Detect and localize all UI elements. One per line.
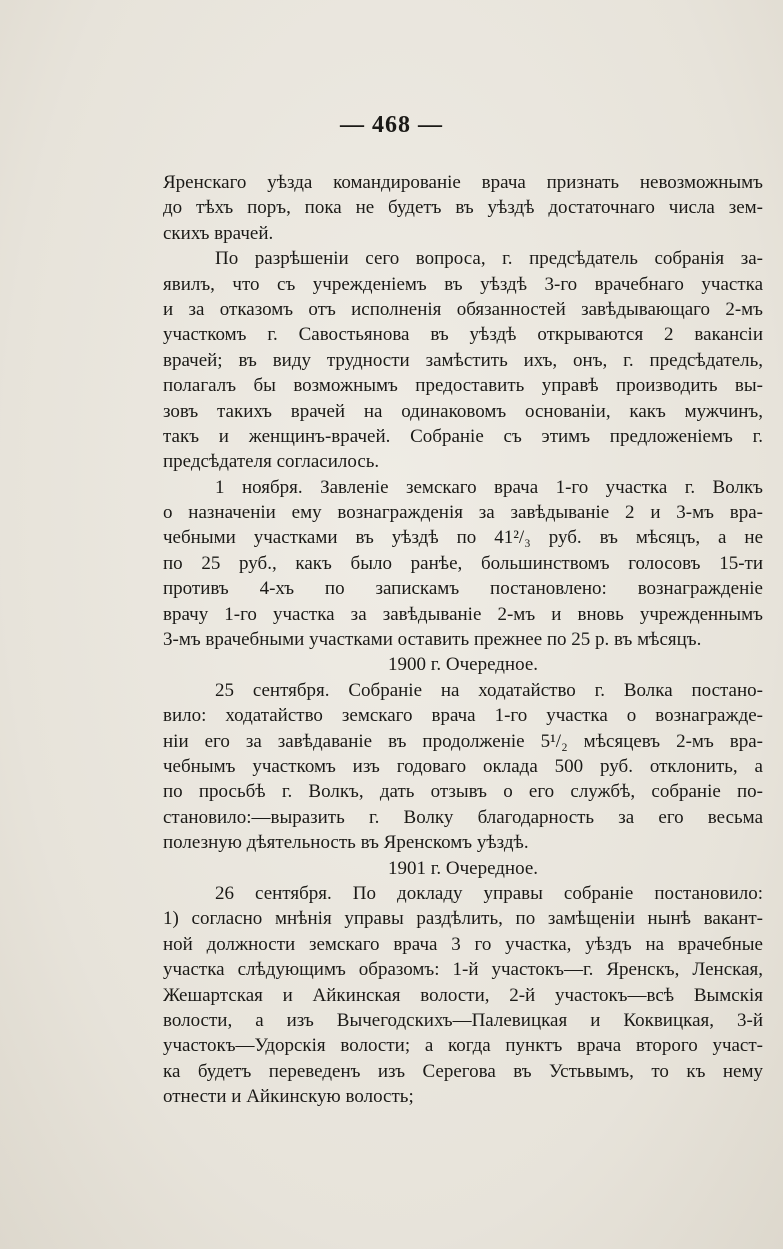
text-line: врачу 1-го участка за завѣдываніе 2-мъ и вновь учрежденнымъ — [163, 603, 763, 625]
text-line: полезную дѣятельность въ Яренскомъ уѣздѣ. — [163, 832, 529, 854]
text-line: вило: ходатайство земскаго врача 1-го участка о вознагражде- — [163, 705, 763, 727]
text-line: ной должности земскаго врача 3 го участка, уѣздъ на врачебные — [163, 933, 763, 955]
text-line: зовъ такихъ врачей на одинаковомъ основаніи, какъ мужчинъ, — [163, 400, 763, 422]
text-line: ка будетъ переведенъ изъ Серегова въ Устьвымъ, то къ нему — [163, 1060, 763, 1082]
paragraph — [163, 881, 763, 1110]
text-line: по просьбѣ г. Волкъ, дать отзывъ о его службѣ, собраніе по- — [163, 781, 763, 803]
text-line: участокъ—Удорскія волости; а когда пунктъ врача второго участ- — [163, 1035, 763, 1057]
text-line: и за отказомъ отъ исполненія обязанностей завѣдывающаго 2-мъ — [163, 298, 763, 320]
text-line: участка слѣдующимъ образомъ: 1-й участокъ—г. Яренскъ, Ленская, — [163, 959, 763, 981]
page-number: — 468 — — [340, 112, 443, 138]
text-line: скихъ врачей. — [163, 222, 274, 244]
text-line: 1 ноября. Завленіе земскаго врача 1-го участка г. Волкъ — [215, 476, 763, 498]
text-line: отнести и Айкинскую волость; — [163, 1086, 414, 1108]
text-line: 26 сентября. По докладу управы собраніе постановило: — [215, 882, 763, 904]
text-line: Яренскаго уѣзда командированіе врача признать невозможнымъ — [163, 172, 763, 193]
heading-line: 1901 г. Очередное. — [387, 857, 539, 879]
text-line: 1) согласно мнѣнія управы раздѣлить, по замѣщеніи нынѣ вакант- — [163, 908, 763, 930]
text-line: врачей; въ виду трудности замѣстить ихъ, онъ, г. предсѣдатель, — [163, 349, 763, 371]
text-line: до тѣхъ поръ, пока не будетъ въ уѣздѣ достаточнаго числа зем- — [163, 197, 763, 219]
text-line: явилъ, что съ учрежденіемъ въ уѣздѣ 3-го врачебнаго участка — [163, 273, 763, 295]
paragraph — [163, 678, 763, 856]
section-heading — [163, 652, 763, 677]
text-line: становило:—выразить г. Волку благодарность за его весьма — [163, 806, 763, 828]
text-line: по 25 руб., какъ было ранѣе, большинствомъ голосовъ 15-ти — [163, 552, 763, 574]
paragraph — [163, 170, 763, 246]
text-line: ніи его за завѣдаваніе въ продолженіе 5¹/₂ мѣсяцевъ 2-мъ вра- — [163, 730, 763, 752]
paragraph — [163, 246, 763, 475]
page-text — [163, 170, 763, 1109]
text-line: Жешартская и Айкинская волости, 2-й участокъ—всѣ Вымскія — [163, 984, 763, 1006]
text-line: волости, а изъ Вычегодскихъ—Палевицкая и Коквицкая, 3-й — [163, 1009, 763, 1031]
text-line: 25 сентября. Собраніе на ходатайство г. Волка постано- — [215, 679, 763, 701]
text-line: полагалъ бы возможнымъ предоставить управѣ производить вы- — [163, 375, 763, 397]
section-heading — [163, 856, 763, 881]
text-line: По разрѣшеніи сего вопроса, г. предсѣдатель собранія за- — [215, 248, 763, 270]
text-line: о назначеніи ему вознагражденія за завѣдываніе 2 и 3-мъ вра- — [163, 502, 763, 524]
text-line: такъ и женщинъ-врачей. Собраніе съ этимъ предложеніемъ г. — [163, 425, 763, 447]
text-line: чебными участками въ уѣздѣ по 41²/₃ руб. въ мѣсяцъ, а не — [163, 527, 763, 549]
heading-line: 1900 г. Очередное. — [387, 654, 539, 676]
text-line: 3-мъ врачебными участками оставить прежнее по 25 р. въ мѣсяцъ. — [163, 629, 702, 651]
text-line: предсѣдателя согласилось. — [163, 451, 380, 473]
text-line: чебнымъ участкомъ изъ годоваго оклада 500 руб. отклонить, а — [163, 755, 763, 777]
paragraph — [163, 475, 763, 653]
text-line: противъ 4-хъ по запискамъ постановлено: вознагражденіе — [163, 578, 763, 600]
text-line: участкомъ г. Савостьянова въ уѣздѣ открываются 2 вакансіи — [163, 324, 763, 346]
